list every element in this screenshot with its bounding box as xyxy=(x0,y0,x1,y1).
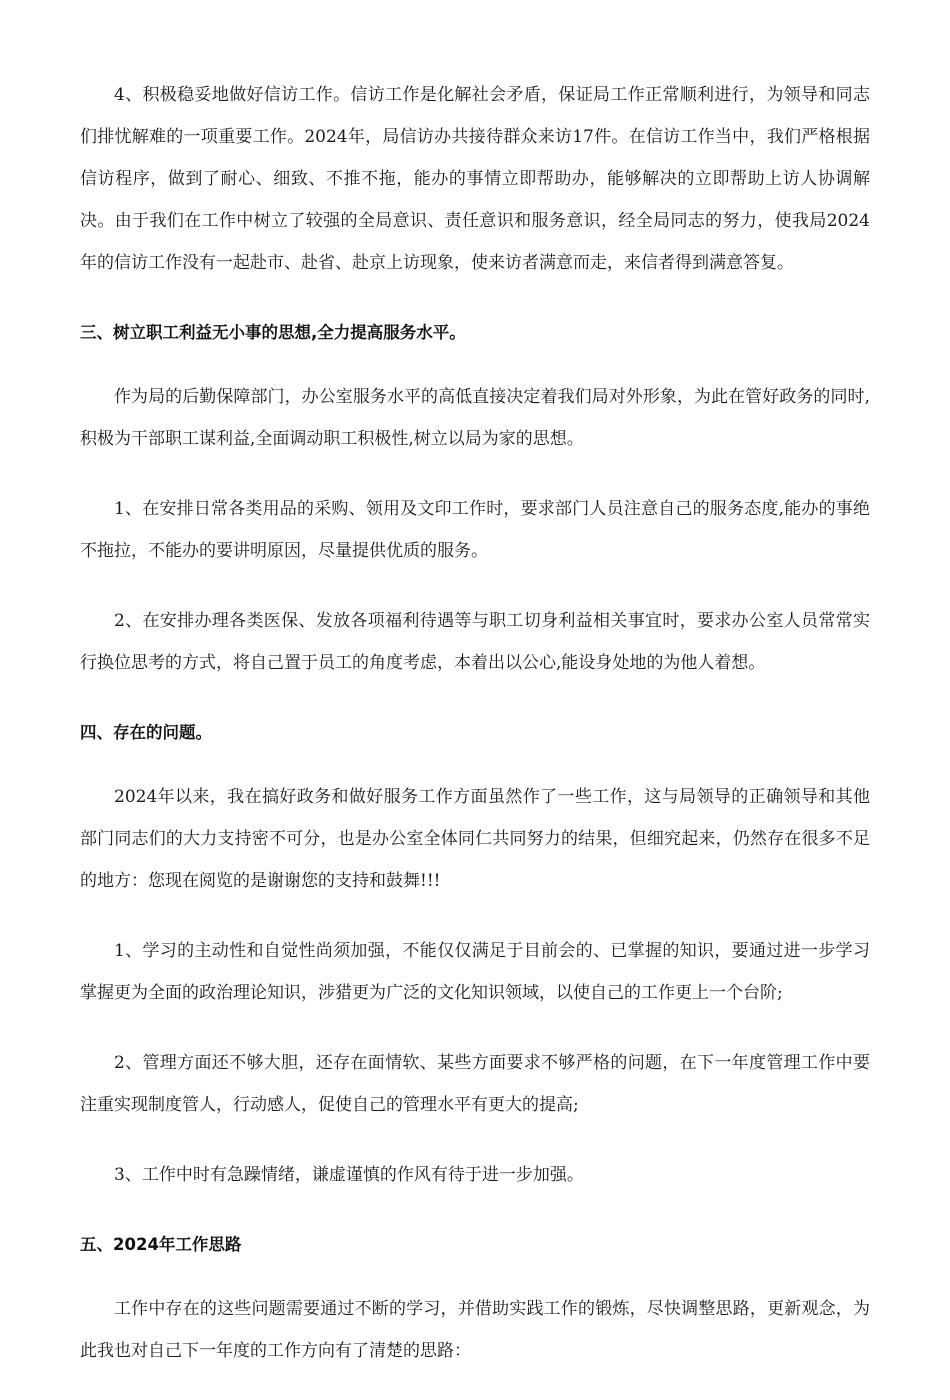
para-section-5-intro: 工作中存在的这些问题需要通过不断的学习，并借助实践工作的锻炼，尽快调整思路，更新观念，为此我也对自己下一年度的工作方向有了清楚的思路： xyxy=(80,1299,870,1361)
heading-section-4: 四、存在的问题。 xyxy=(80,723,212,742)
heading-section-3: 三、树立职工利益无小事的思想,全力提高服务水平。 xyxy=(80,323,466,342)
para-section-3-intro: 作为局的后勤保障部门，办公室服务水平的高低直接决定着我们局对外形象，为此在管好政务的同时,积极为干部职工谋利益,全面调动职工积极性,树立以局为家的思想。 xyxy=(80,387,870,449)
para-letters-visits: 4、积极稳妥地做好信访工作。信访工作是化解社会矛盾，保证局工作正常顺利进行，为领导和同志们排忧解难的一项重要工作。2024年，局信访办共接待群众来访17件。在信访工作当中，我们严格根据信访程序，做到了耐心、细致、不推不拖，能办的事情立即帮助办，能够解决的立即帮助上访人协调解决。由于我们在工作中树立了较强的全局意识、责任意识和服务意识，经全局同志的努力，使我局2024年的信访工作没有一起赴市、赴省、赴京上访现象，使来访者满意而走，来信者得到满意答复。 xyxy=(80,85,870,273)
para-section-4-item-2: 2、管理方面还不够大胆，还存在面情软、某些方面要求不够严格的问题，在下一年度管理工作中要注重实现制度管人，行动感人，促使自己的管理水平有更大的提高; xyxy=(80,1053,870,1115)
para-section-4-intro: 2024年以来，我在搞好政务和做好服务工作方面虽然作了一些工作，这与局领导的正确领导和其他部门同志们的大力支持密不可分，也是办公室全体同仁共同努力的结果，但细究起来，仍然存在很多不足的地方：您现在阅览的是谢谢您的支持和鼓舞!!! xyxy=(80,787,870,891)
para-section-4-item-3: 3、工作中时有急躁情绪，谦虚谨慎的作风有待于进一步加强。 xyxy=(114,1165,584,1185)
para-section-4-item-1: 1、学习的主动性和自觉性尚须加强，不能仅仅满足于目前会的、已掌握的知识，要通过进一步学习掌握更为全面的政治理论知识，涉猎更为广泛的文化知识领域，以使自己的工作更上一个台阶; xyxy=(80,941,870,1003)
document-page xyxy=(80,74,870,1400)
heading-section-5: 五、2024年工作思路 xyxy=(80,1235,242,1254)
para-section-3-item-1: 1、在安排日常各类用品的采购、领用及文印工作时，要求部门人员注意自己的服务态度,能办的事绝不拖拉，不能办的要讲明原因，尽量提供优质的服务。 xyxy=(80,499,870,561)
para-section-3-item-2: 2、在安排办理各类医保、发放各项福利待遇等与职工切身利益相关事宜时，要求办公室人员常常实行换位思考的方式，将自己置于员工的角度考虑，本着出以公心,能设身处地的为他人着想。 xyxy=(80,611,870,673)
